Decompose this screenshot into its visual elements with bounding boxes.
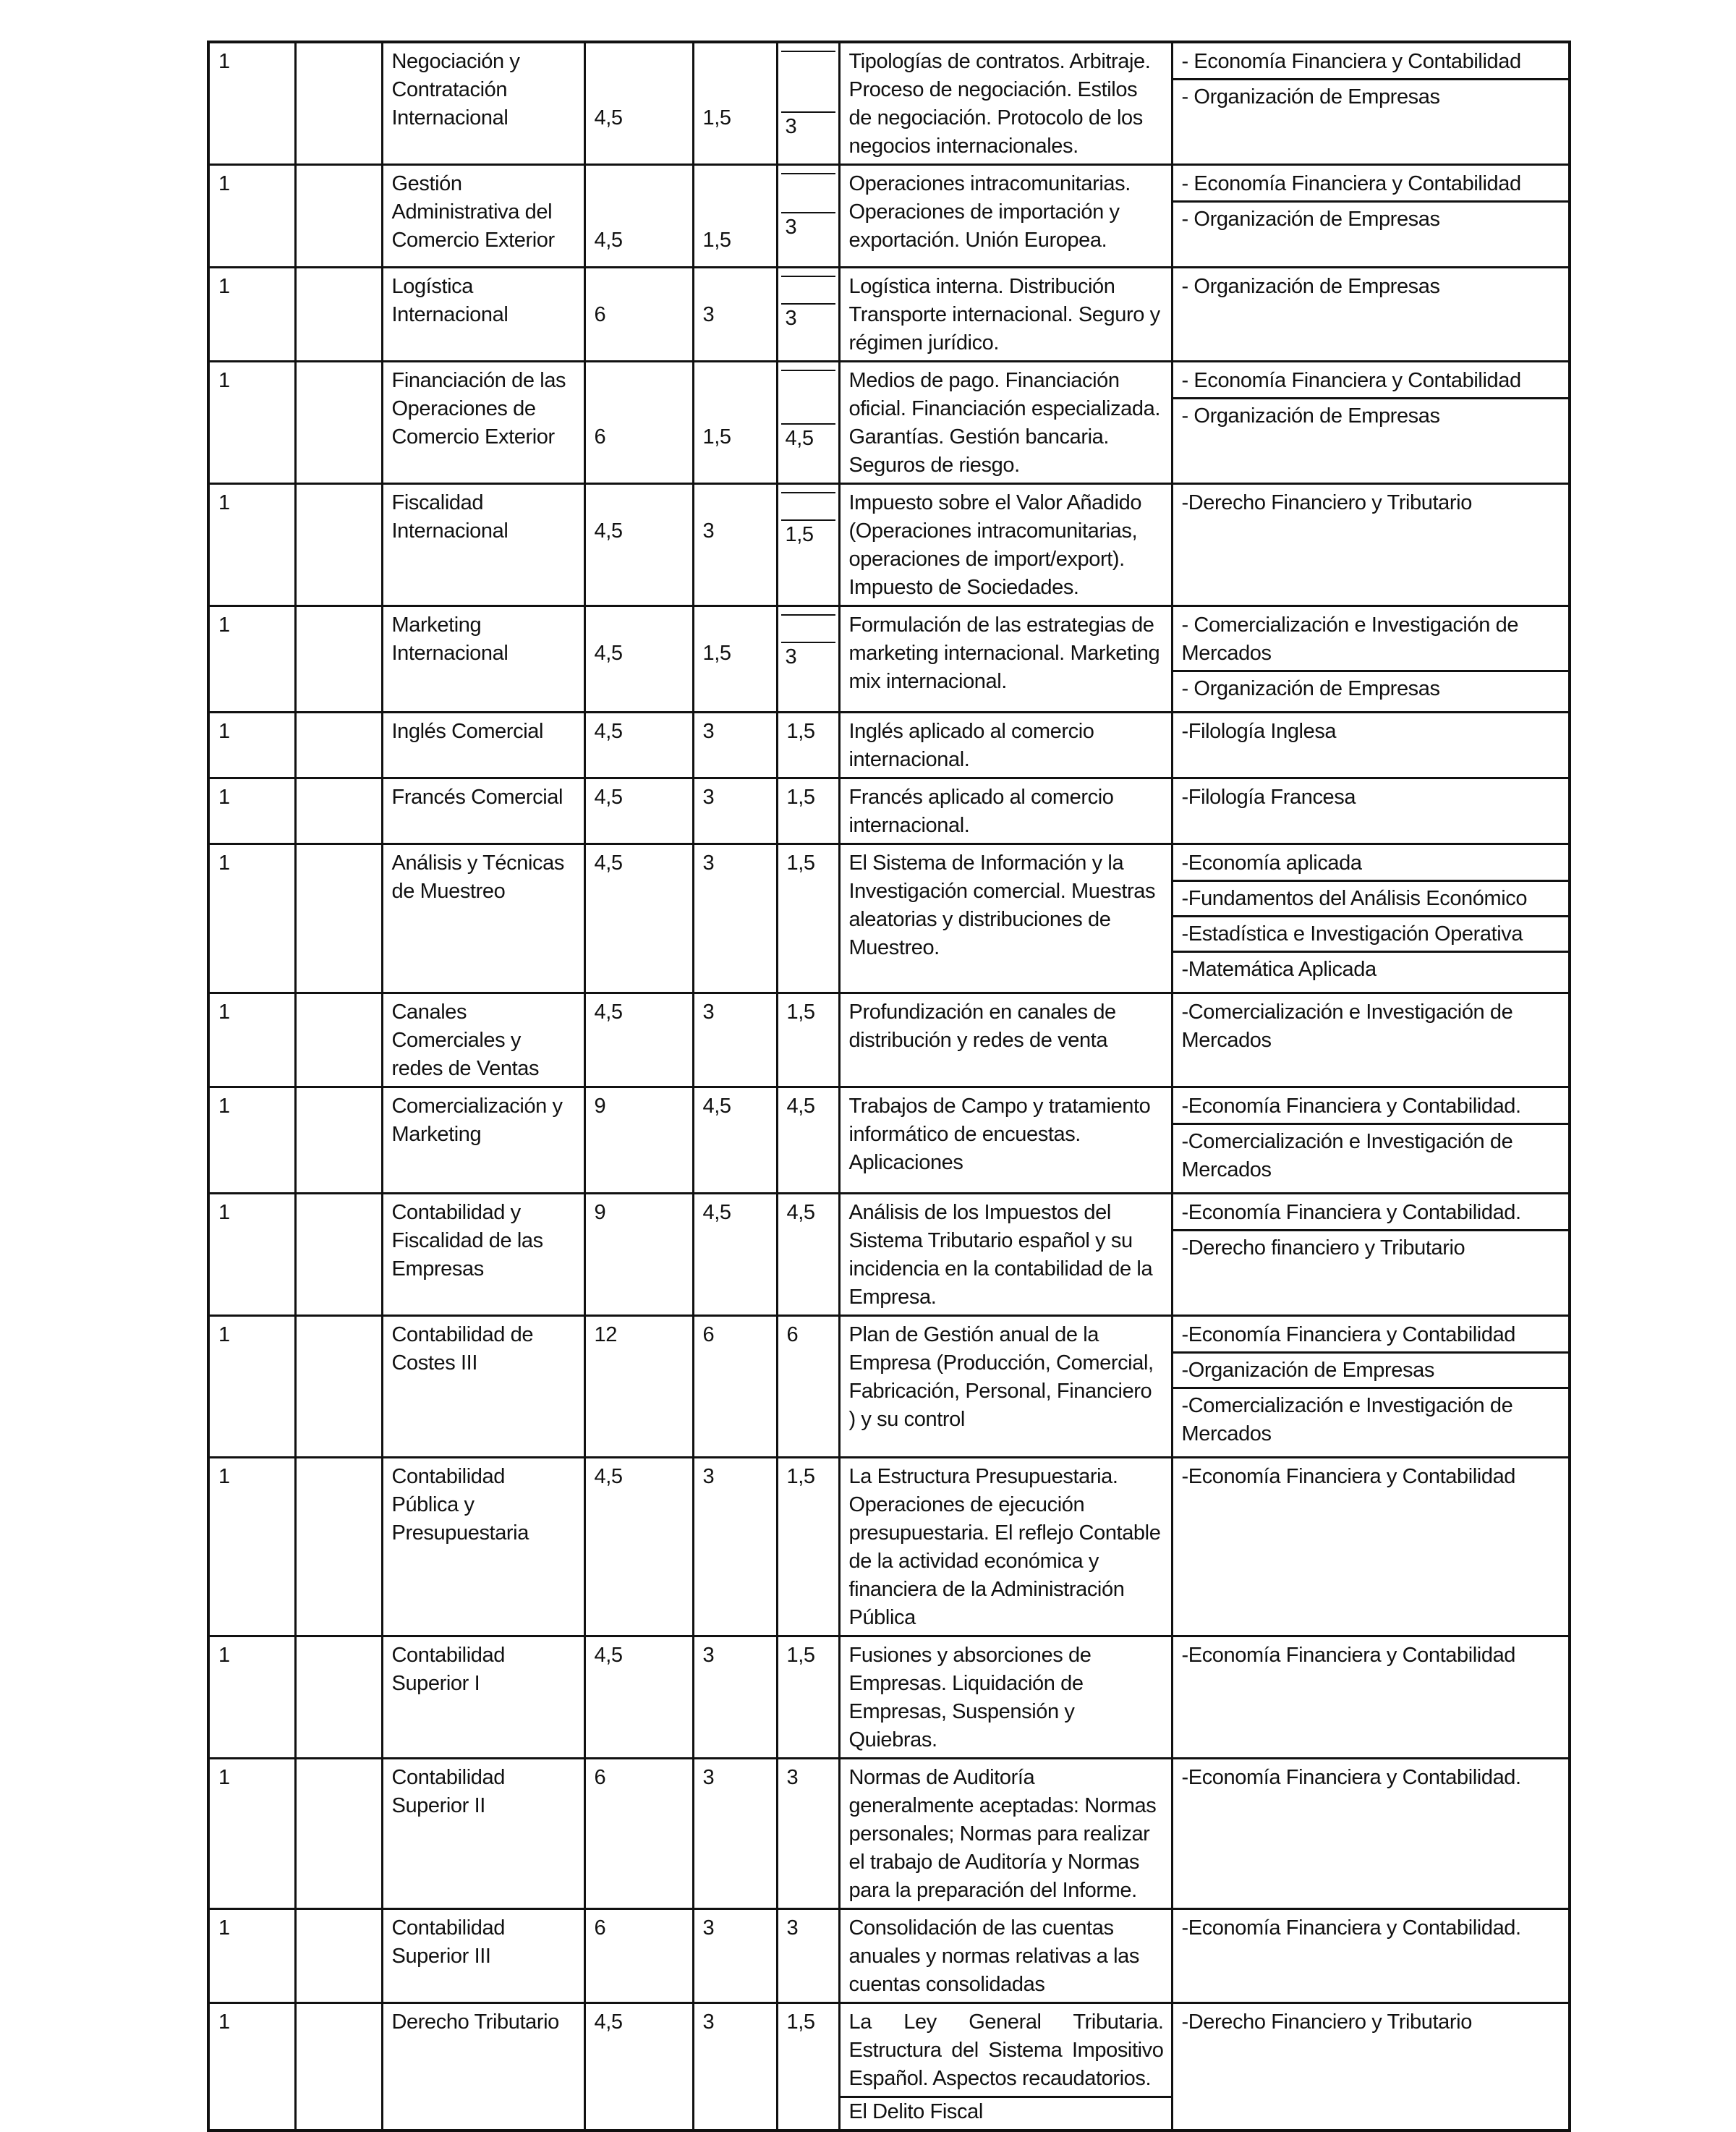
- practice-credits-cell: 1,5: [777, 713, 839, 778]
- tipo-cell: [295, 1458, 382, 1636]
- materia-cell: Contabilidad Superior III: [382, 1909, 584, 2003]
- theory-credits-cell: 4,5: [693, 1087, 777, 1194]
- areas-cell: [1172, 42, 1570, 165]
- descriptors-cell: Normas de Auditoría generalmente aceptadas: Normas personales; Normas para realizar el trabajo de Auditoría y Normas para la preparación del Informe.: [839, 1759, 1172, 1909]
- materia-cell: Financiación de las Operaciones de Comercio Exterior: [382, 362, 584, 484]
- practice-credits-cell: 1,5: [777, 1458, 839, 1636]
- curso-cell: 1: [208, 844, 295, 993]
- areas-cell: [1172, 993, 1570, 1087]
- area-item: -Derecho financiero y Tributario: [1181, 1236, 1465, 1260]
- theory-credits-cell: 1,5: [693, 165, 777, 268]
- descriptors-cell: La Estructura Presupuestaria. Operaciones de ejecución presupuestaria. El reflejo Contable de la actividad económica y financiera de la Administración Pública: [839, 1458, 1172, 1636]
- tipo-cell: [295, 1759, 382, 1909]
- area-item: -Estadística e Investigación Operativa: [1173, 920, 1569, 953]
- total-credits-cell: 6: [584, 362, 693, 484]
- theory-credits-cell: 1,5: [693, 42, 777, 165]
- materia-cell: Contabilidad Superior II: [382, 1759, 584, 1909]
- practice-credits-cell: 1,5: [777, 484, 839, 606]
- total-credits-cell: 6: [584, 1759, 693, 1909]
- areas-cell: [1172, 268, 1570, 362]
- area-item: - Organización de Empresas: [1181, 275, 1440, 298]
- materia-cell: Francés Comercial: [382, 778, 584, 844]
- curso-cell: 1: [208, 1458, 295, 1636]
- areas-cell: [1172, 1194, 1570, 1316]
- tipo-cell: [295, 1909, 382, 2003]
- table-row: [208, 1458, 1570, 1636]
- curso-cell: 1: [208, 362, 295, 484]
- curso-cell: 1: [208, 268, 295, 362]
- table-row: [208, 1194, 1570, 1316]
- table-row: [208, 778, 1570, 844]
- curso-cell: 1: [208, 165, 295, 268]
- areas-cell: [1172, 165, 1570, 268]
- tipo-cell: [295, 42, 382, 165]
- total-credits-cell: 6: [584, 1909, 693, 2003]
- theory-credits-cell: 3: [693, 1759, 777, 1909]
- curso-cell: 1: [208, 1636, 295, 1759]
- descriptors-cell: Formulación de las estrategias de marketing internacional. Marketing mix internacional.: [839, 606, 1172, 713]
- descriptors-cell: Logística interna. Distribución Transporte internacional. Seguro y régimen jurídico.: [839, 268, 1172, 362]
- total-credits-cell: 6: [584, 268, 693, 362]
- area-item: - Economía Financiera y Contabilidad: [1173, 367, 1569, 399]
- practice-credits-cell: 3: [777, 165, 839, 268]
- areas-cell: [1172, 1909, 1570, 2003]
- document-page: [207, 41, 1568, 2132]
- materia-cell: Análisis y Técnicas de Muestreo: [382, 844, 584, 993]
- table-row: [208, 362, 1570, 484]
- theory-credits-cell: 3: [693, 268, 777, 362]
- total-credits-cell: 12: [584, 1316, 693, 1458]
- practice-credits-cell: 3: [777, 268, 839, 362]
- tipo-cell: [295, 484, 382, 606]
- practice-credits-cell: 6: [777, 1316, 839, 1458]
- materia-cell: Gestión Administrativa del Comercio Exterior: [382, 165, 584, 268]
- area-item: -Matemática Aplicada: [1181, 958, 1377, 981]
- total-credits-cell: 4,5: [584, 2003, 693, 2131]
- total-credits-cell: 4,5: [584, 165, 693, 268]
- practice-credits-cell: 4,5: [777, 1194, 839, 1316]
- practice-credits-cell: 1,5: [777, 993, 839, 1087]
- tipo-cell: [295, 606, 382, 713]
- tipo-cell: [295, 362, 382, 484]
- table-row: [208, 165, 1570, 268]
- theory-credits-cell: 6: [693, 1316, 777, 1458]
- area-item: - Organización de Empresas: [1181, 677, 1440, 700]
- theory-credits-cell: 3: [693, 484, 777, 606]
- areas-cell: [1172, 362, 1570, 484]
- curso-cell: 1: [208, 1759, 295, 1909]
- table-row: [208, 268, 1570, 362]
- area-item: - Economía Financiera y Contabilidad: [1173, 170, 1569, 203]
- total-credits-cell: 4,5: [584, 993, 693, 1087]
- practice-credits-cell: 1,5: [777, 844, 839, 993]
- area-item: -Comercialización e Investigación de Mercados: [1181, 1130, 1513, 1181]
- theory-credits-cell: 3: [693, 844, 777, 993]
- areas-cell: [1172, 606, 1570, 713]
- area-item: -Economía Financiera y Contabilidad: [1181, 1465, 1516, 1488]
- curso-cell: 1: [208, 713, 295, 778]
- tipo-cell: [295, 1316, 382, 1458]
- tipo-cell: [295, 713, 382, 778]
- curso-cell: 1: [208, 42, 295, 165]
- area-item: - Organización de Empresas: [1181, 404, 1440, 428]
- theory-credits-cell: 3: [693, 713, 777, 778]
- descriptors-text: La Ley General Tributaria. Estructura del Sistema Impositivo Español. Aspectos recaudatorios.: [848, 2010, 1164, 2090]
- theory-credits-cell: 4,5: [693, 1194, 777, 1316]
- table-row: [208, 1316, 1570, 1458]
- areas-cell: [1172, 484, 1570, 606]
- area-item: - Economía Financiera y Contabilidad: [1173, 48, 1569, 80]
- materia-cell: Comercialización y Marketing: [382, 1087, 584, 1194]
- table-row: [208, 844, 1570, 993]
- materia-cell: Fiscalidad Internacional: [382, 484, 584, 606]
- curso-cell: 1: [208, 1909, 295, 2003]
- total-credits-cell: 4,5: [584, 606, 693, 713]
- tipo-cell: [295, 778, 382, 844]
- descriptors-cell: Trabajos de Campo y tratamiento informático de encuestas. Aplicaciones: [839, 1087, 1172, 1194]
- curso-cell: 1: [208, 606, 295, 713]
- curso-cell: 1: [208, 484, 295, 606]
- area-item: -Comercialización e Investigación de Mercados: [1181, 1001, 1513, 1052]
- practice-credits-cell: 1,5: [777, 2003, 839, 2131]
- curso-cell: 1: [208, 1316, 295, 1458]
- total-credits-cell: 4,5: [584, 844, 693, 993]
- area-item: -Economía Financiera y Contabilidad.: [1173, 1092, 1569, 1125]
- practice-credits-cell: 4,5: [777, 362, 839, 484]
- area-item: -Fundamentos del Análisis Económico: [1173, 885, 1569, 917]
- descriptors-cell: Francés aplicado al comercio internacional.: [839, 778, 1172, 844]
- table-row: [208, 42, 1570, 165]
- table-row: [208, 2003, 1570, 2131]
- materia-cell: Negociación y Contratación Internacional: [382, 42, 584, 165]
- practice-credits-cell: 1,5: [777, 1636, 839, 1759]
- materia-cell: Marketing Internacional: [382, 606, 584, 713]
- practice-credits-cell: 1,5: [777, 778, 839, 844]
- curso-cell: 1: [208, 1087, 295, 1194]
- table-row: [208, 1759, 1570, 1909]
- tipo-cell: [295, 2003, 382, 2131]
- total-credits-cell: 9: [584, 1194, 693, 1316]
- area-item: -Comercialización e Investigación de Mercados: [1181, 1394, 1513, 1445]
- table-row: [208, 993, 1570, 1087]
- theory-credits-cell: 1,5: [693, 606, 777, 713]
- descriptors-extra: El Delito Fiscal: [841, 2096, 1171, 2126]
- curso-cell: 1: [208, 993, 295, 1087]
- area-item: -Derecho Financiero y Tributario: [1181, 2010, 1472, 2034]
- area-item: -Organización de Empresas: [1173, 1356, 1569, 1389]
- table-row: [208, 484, 1570, 606]
- practice-credits-cell: 4,5: [777, 1087, 839, 1194]
- table-row: [208, 1636, 1570, 1759]
- total-credits-cell: 4,5: [584, 713, 693, 778]
- tipo-cell: [295, 268, 382, 362]
- total-credits-cell: 4,5: [584, 484, 693, 606]
- tipo-cell: [295, 1636, 382, 1759]
- descriptors-cell: Fusiones y absorciones de Empresas. Liquidación de Empresas, Suspensión y Quiebras.: [839, 1636, 1172, 1759]
- total-credits-cell: 4,5: [584, 42, 693, 165]
- materia-cell: Contabilidad de Costes III: [382, 1316, 584, 1458]
- area-item: - Comercialización e Investigación de Mercados: [1173, 611, 1569, 672]
- area-item: -Economía aplicada: [1173, 849, 1569, 882]
- tipo-cell: [295, 1087, 382, 1194]
- areas-cell: [1172, 844, 1570, 993]
- descriptors-cell: Operaciones intracomunitarias. Operaciones de importación y exportación. Unión Europea.: [839, 165, 1172, 268]
- theory-credits-cell: 3: [693, 1636, 777, 1759]
- theory-credits-cell: 3: [693, 993, 777, 1087]
- curriculum-table: [207, 41, 1571, 2132]
- curso-cell: 1: [208, 778, 295, 844]
- materia-cell: Logística Internacional: [382, 268, 584, 362]
- areas-cell: [1172, 778, 1570, 844]
- materia-cell: Contabilidad y Fiscalidad de las Empresas: [382, 1194, 584, 1316]
- practice-credits-cell: 3: [777, 606, 839, 713]
- theory-credits-cell: 3: [693, 2003, 777, 2131]
- areas-cell: [1172, 1087, 1570, 1194]
- descriptors-cell: Medios de pago. Financiación oficial. Financiación especializada. Garantías. Gestión bancaria. Seguros de riesgo.: [839, 362, 1172, 484]
- area-item: -Economía Financiera y Contabilidad.: [1181, 1766, 1521, 1789]
- area-item: -Economía Financiera y Contabilidad.: [1173, 1199, 1569, 1231]
- tipo-cell: [295, 844, 382, 993]
- areas-cell: [1172, 2003, 1570, 2131]
- areas-cell: [1172, 1759, 1570, 1909]
- materia-cell: Inglés Comercial: [382, 713, 584, 778]
- theory-credits-cell: 3: [693, 1458, 777, 1636]
- descriptors-cell: Consolidación de las cuentas anuales y normas relativas a las cuentas consolidadas: [839, 1909, 1172, 2003]
- area-item: -Economía Financiera y Contabilidad.: [1181, 1916, 1521, 1940]
- materia-cell: Derecho Tributario: [382, 2003, 584, 2131]
- total-credits-cell: 9: [584, 1087, 693, 1194]
- tipo-cell: [295, 165, 382, 268]
- descriptors-cell: Inglés aplicado al comercio internacional.: [839, 713, 1172, 778]
- curso-cell: 1: [208, 1194, 295, 1316]
- areas-cell: [1172, 1458, 1570, 1636]
- materia-cell: Contabilidad Pública y Presupuestaria: [382, 1458, 584, 1636]
- area-item: -Derecho Financiero y Tributario: [1181, 491, 1472, 514]
- area-item: -Economía Financiera y Contabilidad: [1181, 1644, 1516, 1667]
- total-credits-cell: 4,5: [584, 1636, 693, 1759]
- practice-credits-cell: 3: [777, 1909, 839, 2003]
- theory-credits-cell: 3: [693, 1909, 777, 2003]
- area-item: -Filología Francesa: [1181, 786, 1356, 809]
- descriptors-cell: Tipologías de contratos. Arbitraje. Proceso de negociación. Estilos de negociación. Protocolo de los negocios internacionales.: [839, 42, 1172, 165]
- theory-credits-cell: 3: [693, 778, 777, 844]
- practice-credits-cell: 3: [777, 1759, 839, 1909]
- areas-cell: [1172, 1316, 1570, 1458]
- table-row: [208, 713, 1570, 778]
- theory-credits-cell: 1,5: [693, 362, 777, 484]
- areas-cell: [1172, 713, 1570, 778]
- descriptors-cell: Análisis de los Impuestos del Sistema Tributario español y su incidencia en la contabilidad de la Empresa.: [839, 1194, 1172, 1316]
- areas-cell: [1172, 1636, 1570, 1759]
- descriptors-cell: [839, 2003, 1172, 2131]
- materia-cell: Contabilidad Superior I: [382, 1636, 584, 1759]
- descriptors-cell: Profundización en canales de distribución y redes de venta: [839, 993, 1172, 1087]
- curso-cell: 1: [208, 2003, 295, 2131]
- descriptors-cell: El Sistema de Información y la Investigación comercial. Muestras aleatorias y distribuciones de Muestreo.: [839, 844, 1172, 993]
- table-row: [208, 606, 1570, 713]
- tipo-cell: [295, 1194, 382, 1316]
- practice-credits-cell: 3: [777, 42, 839, 165]
- descriptors-cell: Plan de Gestión anual de la Empresa (Producción, Comercial, Fabricación, Personal, Financiero ) y su control: [839, 1316, 1172, 1458]
- area-item: -Filología Inglesa: [1181, 720, 1337, 743]
- area-item: - Organización de Empresas: [1181, 208, 1440, 231]
- table-row: [208, 1909, 1570, 2003]
- total-credits-cell: 4,5: [584, 1458, 693, 1636]
- tipo-cell: [295, 993, 382, 1087]
- total-credits-cell: 4,5: [584, 778, 693, 844]
- descriptors-cell: Impuesto sobre el Valor Añadido (Operaciones intracomunitarias, operaciones de import/export). Impuesto de Sociedades.: [839, 484, 1172, 606]
- area-item: - Organización de Empresas: [1181, 85, 1440, 109]
- area-item: -Economía Financiera y Contabilidad: [1173, 1321, 1569, 1354]
- materia-cell: Canales Comerciales y redes de Ventas: [382, 993, 584, 1087]
- table-row: [208, 1087, 1570, 1194]
